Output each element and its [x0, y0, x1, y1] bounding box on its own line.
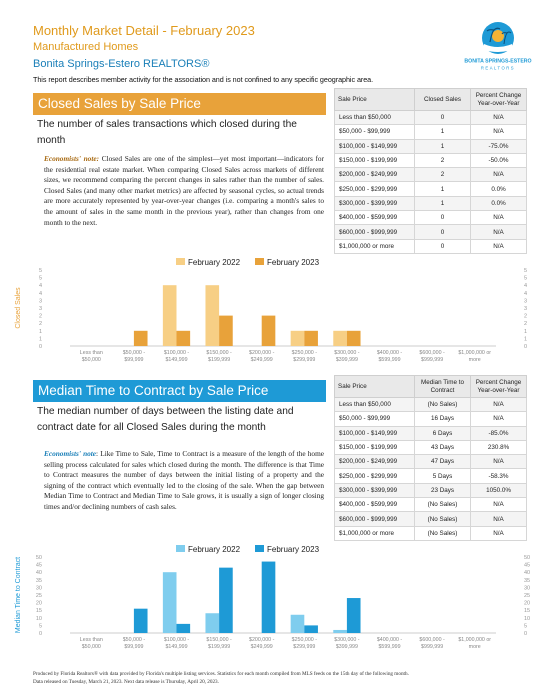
cell-value: 16 Days	[415, 412, 471, 426]
cell-value: (No Sales)	[415, 526, 471, 540]
y-tick-label-right: 20	[524, 600, 531, 607]
x-tick-label: $600,000 -	[419, 350, 445, 356]
y-tick-label-left: 1	[38, 336, 42, 343]
cell-pct-change: -85.0%	[471, 426, 527, 440]
x-tick-label: $50,000 -	[122, 637, 146, 643]
median-time-title: Median Time to Contract by Sale Price	[33, 380, 326, 402]
y-tick-label-right: 0	[524, 631, 528, 637]
x-tick-label: $249,999	[250, 644, 273, 650]
cell-value: (No Sales)	[415, 498, 471, 512]
closed-sales-note	[44, 154, 324, 228]
cell-value: 6 Days	[415, 426, 471, 440]
association-name: Bonita Springs-Estero REALTORS®	[33, 58, 210, 70]
median-time-note	[44, 449, 324, 513]
x-tick-label: $250,000 -	[291, 350, 317, 356]
col-header-sale-price: Sale Price	[335, 89, 415, 111]
y-tick-label-right: 45	[524, 562, 531, 569]
col-header-median-time: Median Time to Contract	[415, 376, 471, 398]
table-row	[335, 440, 527, 454]
x-tick-label: $300,000 -	[334, 637, 360, 643]
closed-sales-title: Closed Sales by Sale Price	[33, 93, 326, 115]
cell-sale-price: $600,000 - $999,999	[335, 225, 415, 239]
bar-curr-year	[262, 316, 276, 346]
y-tick-label-left: 20	[35, 600, 42, 607]
y-tick-label-right: 5	[524, 275, 528, 282]
cell-sale-price: Less than $50,000	[335, 398, 415, 412]
cell-value: 0	[415, 111, 471, 125]
cell-pct-change: -50.0%	[471, 153, 527, 167]
closed-sales-subtitle: The number of sales transactions which closed during the month	[37, 119, 297, 146]
y-tick-label-left: 0	[38, 631, 42, 637]
cell-pct-change: N/A	[471, 125, 527, 139]
cell-sale-price: $200,000 - $249,999	[335, 455, 415, 469]
cell-value: 43 Days	[415, 440, 471, 454]
bar-prev-year	[333, 630, 347, 633]
association-logo	[463, 20, 533, 72]
bar-prev-year	[205, 613, 219, 633]
y-tick-label-right: 1	[524, 328, 528, 335]
table-row	[335, 225, 527, 239]
y-tick-label-left: 5	[38, 275, 42, 282]
cell-pct-change: 0.0%	[471, 196, 527, 210]
cell-pct-change: N/A	[471, 211, 527, 225]
cell-sale-price: $150,000 - $199,999	[335, 440, 415, 454]
legend-swatch	[176, 545, 185, 552]
y-tick-label-left: 50	[35, 555, 42, 561]
cell-sale-price: $50,000 - $99,999	[335, 125, 415, 139]
footer-release: Data released on Tuesday, March 21, 2023. Next data release is Thursday, April 20, 2023.	[33, 679, 219, 685]
x-tick-label: $1,000,000 or	[458, 350, 492, 356]
median-time-chart	[0, 543, 539, 663]
cell-pct-change: N/A	[471, 225, 527, 239]
cell-value: (No Sales)	[415, 398, 471, 412]
median-time-note-body: : Like Time to Sale, Time to Contract is a measure of the length of the home selling process calculated for sales which closed during the month. The difference is that Time to Contract measures the number of days between the initial listing of a property and the signing of the contract which eventually led to the closing of the sale. When the gap between Median Time to Contract and Median Time to Sale grows, it is usually a sign of longer closing times and/or declining numbers of cash sales.	[44, 449, 324, 511]
bar-curr-year	[177, 624, 191, 633]
x-tick-label: $200,000 -	[249, 350, 275, 356]
bar-prev-year	[333, 331, 347, 346]
y-axis-label: Median Time to Contract	[15, 556, 22, 634]
legend-label: February 2022	[188, 258, 241, 267]
x-tick-label: $150,000 -	[206, 350, 232, 356]
cell-pct-change: N/A	[471, 239, 527, 253]
table-row	[335, 455, 527, 469]
y-tick-label-left: 1	[38, 328, 42, 335]
closed-sales-note-body: Closed Sales are one of the simplest—yet most important—indicators for the residential real estate market. When comparing Closed Sales across markets of different sizes, we recommend comparing the percent changes in sales rather than the number of sales. Closed Sales (and many other market metrics) are affected by seasonal cycles, so actual trends are more accurately represented by year-over-year changes (i.e. comparing a month's sales to the amount of sales in the same month in the previous year), rather than changes from one month to the next.	[44, 154, 325, 227]
col-header-pct-change: Percent Change Year-over-Year	[471, 89, 527, 111]
x-tick-label: $150,000 -	[206, 637, 232, 643]
table-row	[335, 239, 527, 253]
table-row	[335, 139, 527, 153]
cell-pct-change: 1050.0%	[471, 483, 527, 497]
x-tick-label: $100,000 -	[163, 637, 190, 643]
bar-prev-year	[205, 285, 219, 346]
y-tick-label-left: 4	[38, 290, 42, 297]
x-tick-label: $999,999	[421, 644, 444, 650]
bar-prev-year	[163, 572, 177, 633]
cell-value: 1	[415, 125, 471, 139]
x-tick-label: $599,999	[378, 357, 401, 363]
x-tick-label: $400,000 -	[376, 350, 403, 356]
cell-pct-change: 230.8%	[471, 440, 527, 454]
y-tick-label-right: 4	[524, 283, 528, 290]
legend-swatch	[176, 258, 185, 265]
logo-line2: REALTORS	[480, 65, 516, 71]
median-time-note-lead: Economists' note	[44, 449, 97, 458]
y-tick-label-left: 3	[38, 298, 42, 305]
cell-value: (No Sales)	[415, 512, 471, 526]
x-tick-label: $299,999	[293, 644, 316, 650]
y-tick-label-right: 15	[524, 608, 531, 615]
bar-curr-year	[219, 568, 233, 633]
bar-curr-year	[134, 331, 148, 346]
x-tick-label: $399,999	[335, 644, 358, 650]
cell-pct-change: N/A	[471, 455, 527, 469]
x-tick-label: $99,999	[124, 644, 144, 650]
cell-value: 47 Days	[415, 455, 471, 469]
table-row	[335, 469, 527, 483]
legend-swatch	[255, 545, 264, 552]
logo-line1: BONITA SPRINGS-ESTERO	[464, 58, 532, 65]
median-time-table	[334, 375, 527, 541]
x-tick-label: $50,000 -	[122, 350, 146, 356]
table-row	[335, 426, 527, 440]
y-tick-label-right: 5	[524, 268, 528, 274]
bar-prev-year	[291, 615, 305, 633]
cell-value: 1	[415, 196, 471, 210]
y-tick-label-right: 2	[524, 321, 528, 328]
x-tick-label: $399,999	[335, 357, 358, 363]
x-tick-label: $149,999	[165, 644, 188, 650]
footer	[33, 670, 523, 686]
x-tick-label: $249,999	[250, 357, 273, 363]
report-header	[33, 22, 373, 84]
cell-pct-change: -58.3%	[471, 469, 527, 483]
x-tick-label: more	[468, 644, 481, 650]
y-tick-label-right: 3	[524, 306, 528, 312]
bar-curr-year	[134, 609, 148, 633]
x-tick-label: $199,999	[208, 644, 231, 650]
table-row	[335, 182, 527, 196]
col-header-sale-price: Sale Price	[335, 376, 415, 398]
legend-label: February 2023	[267, 545, 320, 554]
report-title: Monthly Market Detail - February 2023	[33, 23, 255, 38]
cell-sale-price: $200,000 - $249,999	[335, 168, 415, 182]
cell-pct-change: 0.0%	[471, 182, 527, 196]
table-row	[335, 111, 527, 125]
bar-prev-year	[291, 331, 305, 346]
x-tick-label: Less than	[79, 350, 103, 356]
y-tick-label-left: 5	[38, 623, 42, 630]
y-tick-label-right: 25	[524, 593, 531, 599]
bar-prev-year	[163, 285, 177, 346]
cell-sale-price: $250,000 - $299,999	[335, 469, 415, 483]
bar-curr-year	[262, 562, 276, 633]
x-tick-label: $400,000 -	[376, 637, 403, 643]
x-tick-label: $50,000	[81, 644, 101, 650]
table-row	[335, 125, 527, 139]
legend-swatch	[255, 258, 264, 265]
cell-value: 0	[415, 211, 471, 225]
y-tick-label-left: 3	[38, 306, 42, 312]
report-note: This report describes member activity for the association and is not confined to any specific geographic area.	[33, 75, 374, 84]
y-tick-label-left: 15	[35, 608, 42, 615]
y-tick-label-right: 40	[524, 570, 531, 577]
y-tick-label-right: 50	[524, 555, 531, 561]
y-tick-label-left: 2	[38, 313, 42, 320]
cell-sale-price: $100,000 - $149,999	[335, 139, 415, 153]
cell-pct-change: -75.0%	[471, 139, 527, 153]
y-tick-label-left: 4	[38, 283, 42, 290]
col-header-pct-change: Percent Change Year-over-Year	[471, 376, 527, 398]
x-tick-label: $600,000 -	[419, 637, 445, 643]
bar-curr-year	[347, 331, 361, 346]
y-tick-label-right: 10	[524, 615, 531, 622]
table-row	[335, 483, 527, 497]
x-tick-label: $99,999	[124, 357, 144, 363]
bar-curr-year	[177, 331, 191, 346]
legend-label: February 2023	[267, 258, 320, 267]
closed-sales-table	[334, 88, 527, 254]
median-time-subtitle: The median number of days between the listing date and contract date for all Closed Sales during the month	[37, 406, 294, 433]
bar-curr-year	[304, 331, 318, 346]
closed-sales-chart	[0, 256, 539, 374]
y-tick-label-right: 4	[524, 290, 528, 297]
y-tick-label-left: 5	[38, 268, 42, 274]
y-tick-label-left: 0	[38, 344, 42, 350]
footer-source: Produced by Florida Realtors® with data provided by Florida's multiple listing services. Statistics for each month compiled from MLS feeds on the 15th day of the following month.	[33, 671, 409, 677]
y-tick-label-left: 10	[35, 615, 42, 622]
cell-pct-change: N/A	[471, 512, 527, 526]
cell-pct-change: N/A	[471, 111, 527, 125]
x-tick-label: $50,000	[81, 357, 101, 363]
cell-value: 2	[415, 153, 471, 167]
y-tick-label-right: 35	[524, 577, 531, 584]
cell-sale-price: $300,000 - $399,999	[335, 483, 415, 497]
y-tick-label-left: 2	[38, 321, 42, 328]
y-tick-label-right: 3	[524, 298, 528, 305]
cell-pct-change: N/A	[471, 398, 527, 412]
x-tick-label: $300,000 -	[334, 350, 360, 356]
cell-pct-change: N/A	[471, 168, 527, 182]
cell-sale-price: $50,000 - $99,999	[335, 412, 415, 426]
col-header-closed-sales: Closed Sales	[415, 89, 471, 111]
cell-sale-price: $150,000 - $199,999	[335, 153, 415, 167]
table-row	[335, 211, 527, 225]
property-type: Manufactured Homes	[33, 41, 139, 53]
y-tick-label-left: 35	[35, 577, 42, 584]
cell-sale-price: $1,000,000 or more	[335, 526, 415, 540]
x-tick-label: $299,999	[293, 357, 316, 363]
table-row	[335, 398, 527, 412]
cell-sale-price: $250,000 - $299,999	[335, 182, 415, 196]
y-tick-label-left: 30	[35, 585, 42, 592]
table-row	[335, 196, 527, 210]
cell-sale-price: $100,000 - $149,999	[335, 426, 415, 440]
y-tick-label-left: 25	[35, 593, 42, 599]
legend-label: February 2022	[188, 545, 241, 554]
table-row	[335, 412, 527, 426]
cell-sale-price: $600,000 - $999,999	[335, 512, 415, 526]
cell-pct-change: N/A	[471, 498, 527, 512]
table-row	[335, 526, 527, 540]
cell-value: 23 Days	[415, 483, 471, 497]
cell-pct-change: N/A	[471, 412, 527, 426]
y-tick-label-right: 2	[524, 313, 528, 320]
bar-curr-year	[219, 316, 233, 346]
y-tick-label-right: 1	[524, 336, 528, 343]
table-row	[335, 168, 527, 182]
cell-sale-price: Less than $50,000	[335, 111, 415, 125]
cell-sale-price: $400,000 - $599,999	[335, 211, 415, 225]
x-tick-label: $149,999	[165, 357, 188, 363]
x-tick-label: $250,000 -	[291, 637, 317, 643]
y-tick-label-left: 45	[35, 562, 42, 569]
x-tick-label: Less than	[79, 637, 103, 643]
cell-sale-price: $1,000,000 or more	[335, 239, 415, 253]
table-row	[335, 498, 527, 512]
cell-value: 5 Days	[415, 469, 471, 483]
cell-sale-price: $400,000 - $599,999	[335, 498, 415, 512]
cell-value: 0	[415, 239, 471, 253]
x-tick-label: $999,999	[421, 357, 444, 363]
cell-value: 0	[415, 225, 471, 239]
x-tick-label: $100,000 -	[163, 350, 190, 356]
y-tick-label-left: 40	[35, 570, 42, 577]
cell-pct-change: N/A	[471, 526, 527, 540]
y-tick-label-right: 0	[524, 344, 528, 350]
cell-value: 1	[415, 182, 471, 196]
table-row	[335, 512, 527, 526]
y-axis-label: Closed Sales	[15, 287, 22, 329]
cell-value: 2	[415, 168, 471, 182]
x-tick-label: $1,000,000 or	[458, 637, 492, 643]
table-row	[335, 153, 527, 167]
bar-curr-year	[347, 598, 361, 633]
cell-value: 1	[415, 139, 471, 153]
y-tick-label-right: 5	[524, 623, 528, 630]
y-tick-label-right: 30	[524, 585, 531, 592]
closed-sales-note-lead: Economists' note:	[44, 154, 100, 163]
x-tick-label: $199,999	[208, 357, 231, 363]
bar-curr-year	[304, 625, 318, 633]
x-tick-label: more	[468, 357, 481, 363]
x-tick-label: $200,000 -	[249, 637, 275, 643]
cell-sale-price: $300,000 - $399,999	[335, 196, 415, 210]
x-tick-label: $599,999	[378, 644, 401, 650]
